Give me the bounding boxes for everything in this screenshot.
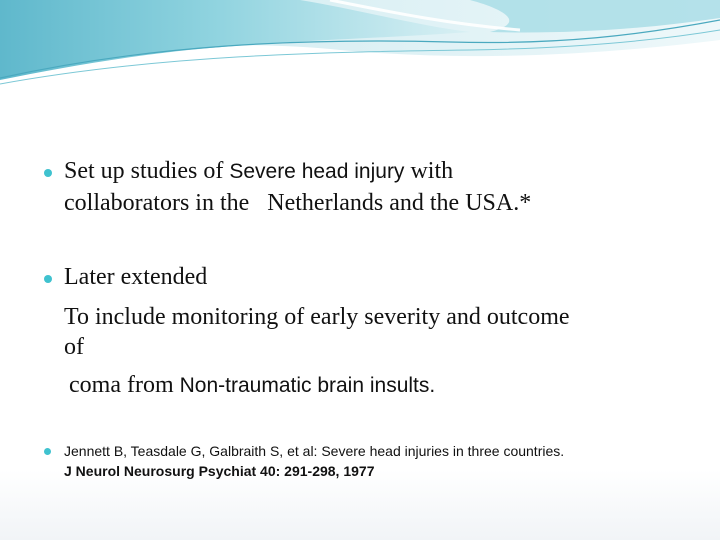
bullet1-line1 [64,158,453,185]
bullet-marker-1 [44,169,52,177]
bullet2-text-a: coma from [69,372,174,398]
bullet1-text-b: with [410,158,454,184]
bullet2-line3: of [64,334,84,360]
bullet1-line2: collaborators in the Netherlands and the USA.* [64,190,532,216]
bullet2-text-emphasis: Non-traumatic brain insults. [179,374,436,397]
bullet2-line2: To include monitoring of early severity and outcome [64,304,570,330]
bullet-marker-2 [44,275,52,283]
bullet1-text-emphasis: Severe head injury [229,160,405,183]
header-wave-decoration [0,0,720,95]
bullet-marker-3 [44,448,51,455]
bullet2-line4 [69,372,435,399]
reference-citation: Jennett B, Teasdale G, Galbraith S, et al: Severe head injuries in three countries. [64,443,565,459]
bullet1-text-a: Set up studies of [64,158,224,184]
bullet2-line1: Later extended [64,264,208,290]
reference-journal: J Neurol Neurosurg Psychiat 40: 291-298, 1977 [64,463,375,479]
